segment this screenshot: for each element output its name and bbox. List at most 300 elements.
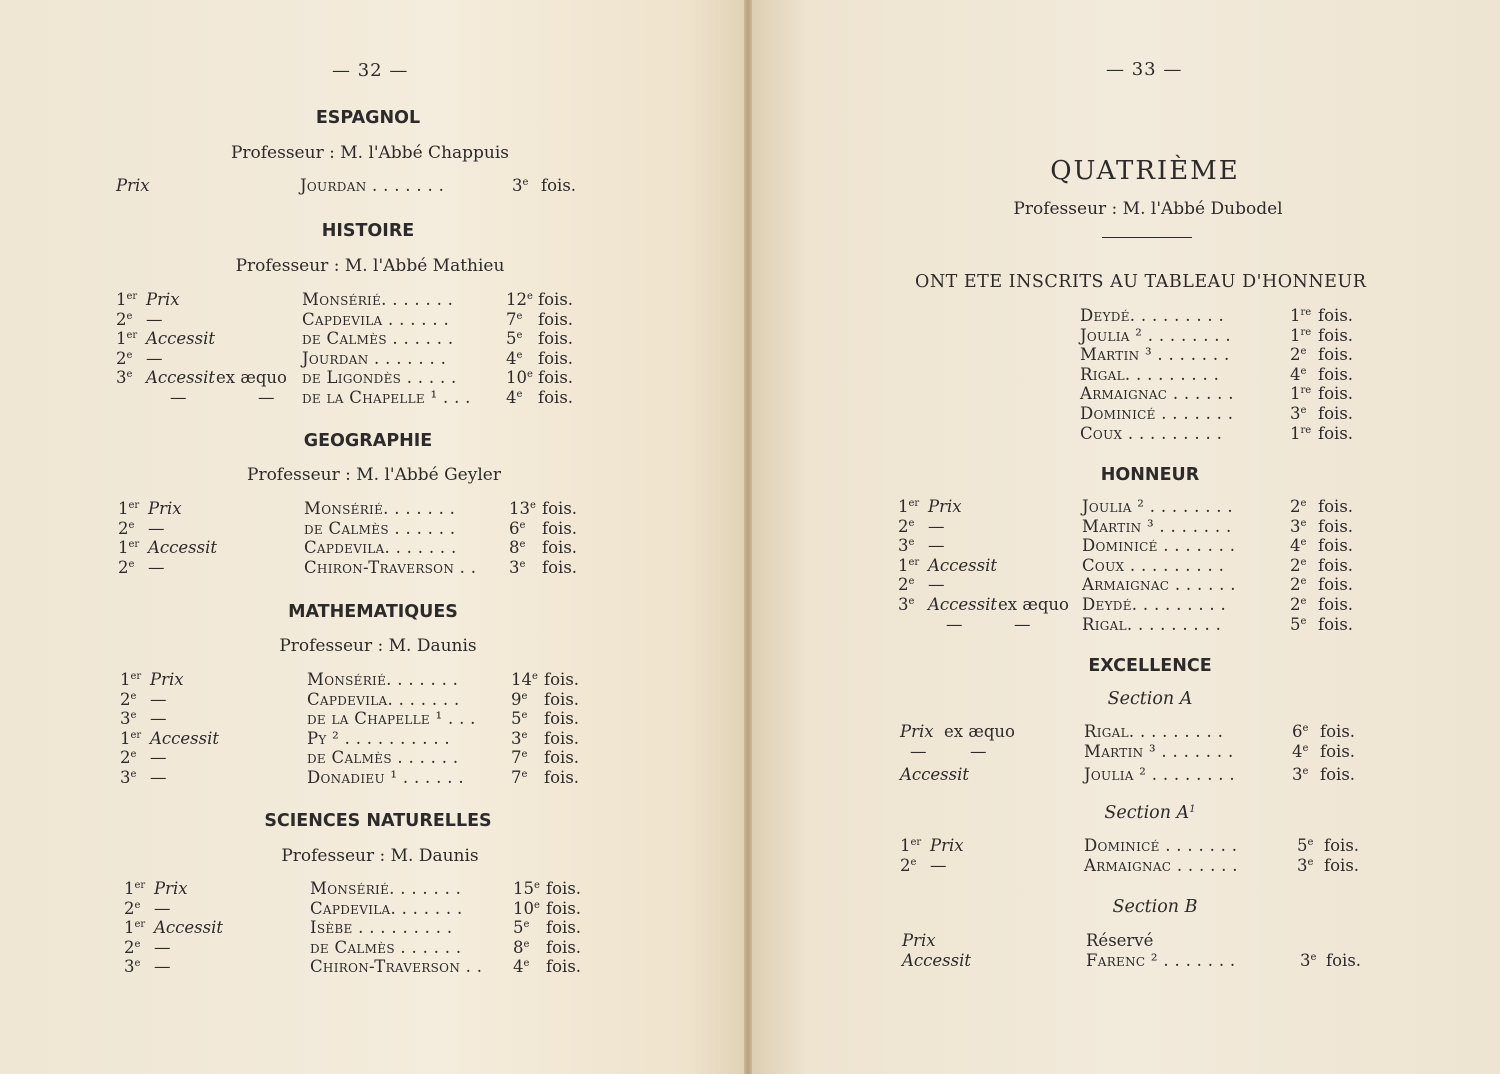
- times-count: [1292, 765, 1308, 784]
- rank-suffix: er: [128, 500, 140, 511]
- award-row: [1080, 345, 1380, 365]
- rank: [898, 536, 914, 555]
- award-row: [1080, 326, 1380, 346]
- student-name: Py ² . . . . . . . . . .: [307, 728, 450, 748]
- rank-suffix: er: [134, 919, 146, 931]
- times-number: 8: [513, 937, 524, 957]
- student-name: Armaignac . . . . . .: [1084, 855, 1238, 875]
- rank-number: 2: [118, 557, 129, 577]
- award-label: —: [154, 957, 171, 977]
- student-name: Coux . . . . . . . . .: [1080, 423, 1223, 443]
- times-word: fois.: [541, 176, 577, 195]
- times-word: fois.: [546, 898, 582, 918]
- times-word: fois.: [1320, 765, 1356, 785]
- times-word: fois.: [546, 957, 582, 977]
- student-name: de Ligondès . . . . .: [302, 368, 457, 388]
- times-suffix: e: [1300, 346, 1307, 358]
- rank: [120, 768, 136, 787]
- rank: [120, 690, 136, 709]
- rank-suffix: er: [134, 880, 146, 891]
- times-suffix: e: [532, 671, 538, 682]
- rank-number: 1: [116, 329, 127, 349]
- times-word: fois.: [544, 670, 580, 689]
- award-label: —: [154, 937, 171, 957]
- times-word: fois.: [546, 937, 582, 957]
- times-number: 6: [1292, 722, 1303, 741]
- rank: [118, 499, 139, 518]
- award-row: [116, 349, 596, 369]
- section-title-espagnol: ESPAGNOL: [315, 108, 421, 128]
- rank-number: —: [170, 387, 187, 407]
- times-number: 2: [1290, 345, 1301, 365]
- award-row: [900, 836, 1380, 856]
- award-row: [118, 499, 598, 519]
- student-name: Capdevila . . . . . .: [302, 309, 450, 329]
- award-row: [900, 765, 1380, 785]
- rank-suffix: e: [908, 537, 915, 549]
- award-list-geographie: [118, 499, 598, 577]
- subsection-title-a: [1050, 689, 1250, 709]
- student-name: Joulia ² . . . . . . . .: [1080, 325, 1231, 345]
- book-gutter: [744, 0, 752, 1074]
- student-name: Réservé: [1086, 931, 1154, 950]
- student-name: Chiron-Traverson . .: [310, 957, 483, 977]
- rank-number: 2: [898, 516, 909, 536]
- times-suffix: e: [521, 749, 528, 761]
- rank-number: 2: [898, 575, 909, 595]
- times-suffix: e: [519, 519, 526, 531]
- times-suffix: e: [1300, 576, 1307, 588]
- award-label: —: [148, 557, 165, 577]
- times-suffix: e: [523, 958, 530, 970]
- student-name: Rigal. . . . . . . . .: [1084, 722, 1224, 741]
- award-label: Prix: [148, 499, 182, 518]
- student-name: Coux . . . . . . . . .: [1082, 555, 1225, 575]
- times-word: fois.: [1324, 855, 1360, 875]
- times-number: 4: [1292, 741, 1303, 761]
- times-number: 1: [1290, 306, 1301, 325]
- rank-number: 2: [116, 348, 127, 368]
- times-word: fois.: [544, 728, 580, 748]
- award-qualifier: ex æquo: [216, 368, 287, 388]
- student-name: Monsérié. . . . . . .: [302, 290, 454, 309]
- times-count: [506, 388, 522, 407]
- rank-number: 2: [124, 898, 135, 918]
- times-word: fois.: [546, 879, 582, 898]
- times-number: 2: [1290, 555, 1301, 575]
- times-suffix: e: [534, 880, 540, 891]
- rank-suffix: er: [126, 291, 138, 302]
- times-suffix: e: [1302, 766, 1309, 778]
- award-row: [900, 722, 1380, 742]
- rank: [120, 670, 141, 689]
- award-label: Prix: [930, 836, 964, 855]
- times-number: 3: [1297, 855, 1308, 875]
- student-name: Isèbe . . . . . . . . .: [310, 918, 453, 938]
- award-list-mathematiques: [120, 670, 600, 788]
- times-suffix: e: [519, 539, 526, 551]
- times-word: fois.: [1318, 423, 1354, 443]
- rank-number: 1: [898, 555, 909, 575]
- rank-number: 3: [898, 536, 909, 556]
- times-number: 1: [1290, 384, 1301, 404]
- rank-number: 2: [118, 518, 129, 538]
- times-word: fois.: [538, 329, 574, 349]
- times-count: [513, 938, 529, 957]
- times-word: fois.: [538, 290, 574, 309]
- award-label: Accessit: [154, 918, 224, 938]
- times-number: 5: [513, 918, 524, 938]
- student-name: de Calmès . . . . . .: [307, 748, 459, 768]
- times-suffix: e: [1300, 517, 1307, 529]
- honor-roll-title: ONT ETE INSCRITS AU TABLEAU D'HONNEUR: [915, 272, 1367, 292]
- rank: [116, 310, 132, 329]
- rank-suffix: e: [910, 856, 917, 868]
- times-word: fois.: [542, 518, 578, 538]
- award-row: [116, 329, 596, 349]
- times-count: [1290, 575, 1306, 594]
- times-word: fois.: [1318, 345, 1354, 365]
- right-page-number: — 33 —: [1106, 59, 1183, 80]
- rank-number: 3: [124, 957, 135, 977]
- section-title-excellence: EXCELLENCE: [1088, 656, 1212, 676]
- section-professor-mathematiques: Professeur : M. Daunis: [279, 636, 477, 656]
- award-label: Accessit: [928, 555, 998, 575]
- times-count: [513, 957, 529, 976]
- times-count: [509, 519, 525, 538]
- rank-number: 1: [898, 497, 909, 516]
- award-label: Prix: [146, 290, 180, 309]
- rank: [170, 388, 187, 407]
- rank: [116, 349, 132, 368]
- times-word: fois.: [544, 689, 580, 709]
- student-name: Donadieu ¹ . . . . . .: [307, 767, 464, 787]
- times-word: fois.: [1326, 950, 1362, 970]
- section-title-histoire: HISTOIRE: [321, 221, 415, 241]
- times-count: [509, 499, 536, 518]
- award-row: [1080, 306, 1380, 326]
- award-row: [124, 918, 604, 938]
- times-word: fois.: [1318, 497, 1354, 516]
- times-word: fois.: [544, 748, 580, 768]
- times-number: 4: [506, 387, 517, 407]
- rank-suffix: er: [908, 498, 920, 509]
- rank-number: —: [946, 614, 963, 634]
- rank: [900, 836, 921, 855]
- rank-suffix: e: [126, 349, 133, 361]
- times-word: fois.: [1318, 575, 1354, 595]
- student-name: Armaignac . . . . . .: [1080, 384, 1234, 404]
- rank-number: 1: [900, 836, 911, 855]
- award-label: Accessit: [928, 594, 998, 614]
- award-label: —: [1014, 614, 1031, 634]
- award-list-section-a: [900, 722, 1380, 785]
- subsection-title-a1-text: Section A: [1104, 803, 1190, 823]
- award-label: Accessit: [902, 950, 972, 970]
- award-label: Accessit: [900, 765, 970, 785]
- times-count: [1290, 306, 1311, 325]
- subsection-title-a1-sup: 1: [1189, 804, 1196, 815]
- subsection-title-b-text: Section B: [1112, 897, 1198, 917]
- rank-suffix: e: [130, 749, 137, 761]
- rank-number: 1: [124, 879, 135, 898]
- rank-number: 1: [120, 728, 131, 748]
- times-count: [506, 329, 522, 348]
- times-word: fois.: [538, 368, 574, 388]
- award-label: Prix: [150, 670, 184, 689]
- times-count: [1290, 404, 1306, 423]
- times-count: [506, 349, 522, 368]
- rank-suffix: e: [126, 369, 133, 381]
- section-professor-sciences-naturelles: Professeur : M. Daunis: [281, 846, 479, 866]
- times-suffix: e: [516, 330, 523, 342]
- award-row: [898, 497, 1378, 517]
- times-suffix: e: [516, 388, 523, 400]
- student-name: Capdevila. . . . . . .: [307, 689, 460, 709]
- times-number: 5: [511, 709, 522, 729]
- honor-roll-list: [1080, 306, 1380, 443]
- times-number: 6: [509, 518, 520, 538]
- rank-suffix: e: [128, 558, 135, 570]
- times-suffix: e: [1300, 404, 1307, 416]
- award-row: [120, 748, 600, 768]
- student-name: Joulia ² . . . . . . . .: [1082, 497, 1233, 516]
- subsection-title-a1: [1050, 803, 1250, 823]
- times-suffix: re: [1300, 424, 1312, 436]
- student-name: Dominicé . . . . . . .: [1084, 836, 1238, 855]
- award-label: —: [146, 348, 163, 368]
- times-word: fois.: [1318, 614, 1354, 634]
- award-label: —: [928, 575, 945, 595]
- rank: [118, 519, 134, 538]
- subsection-title-b: [1055, 897, 1255, 917]
- student-name: Jourdan . . . . . . .: [302, 348, 447, 368]
- times-number: 3: [1300, 950, 1311, 970]
- times-count: [506, 290, 533, 309]
- times-count: [1290, 384, 1311, 403]
- divider-rule: [1102, 237, 1192, 238]
- times-number: 15: [513, 879, 534, 898]
- rank: [120, 748, 136, 767]
- times-word: fois.: [1320, 722, 1356, 741]
- times-number: 13: [509, 499, 530, 518]
- left-page-number: — 32 —: [332, 60, 409, 81]
- rank-number: 3: [120, 767, 131, 787]
- times-count: [1290, 365, 1306, 384]
- times-number: 3: [1290, 403, 1301, 423]
- times-number: 2: [1290, 497, 1301, 516]
- award-row: [120, 690, 600, 710]
- award-row: [116, 368, 596, 388]
- student-name: de Calmès . . . . . .: [310, 937, 462, 957]
- award-row: [116, 388, 596, 408]
- times-number: 5: [1290, 614, 1301, 634]
- award-label: Prix: [928, 497, 962, 516]
- award-label: Accessit: [146, 329, 216, 349]
- rank: [124, 957, 140, 976]
- rank-number: 1: [124, 918, 135, 938]
- award-row: [116, 290, 596, 310]
- award-list-espagnol: [116, 176, 596, 196]
- rank-number: 3: [120, 709, 131, 729]
- times-word: fois.: [1318, 516, 1354, 536]
- award-row: [118, 558, 598, 578]
- times-suffix: e: [523, 919, 530, 931]
- times-number: 14: [511, 670, 532, 689]
- times-word: fois.: [1318, 325, 1354, 345]
- student-name: de la Chapelle ¹ . . .: [307, 709, 476, 729]
- award-qualifier: ex æquo: [998, 594, 1069, 614]
- times-count: [1290, 595, 1306, 614]
- times-number: 7: [511, 767, 522, 787]
- times-count: [511, 670, 538, 689]
- student-name: Capdevila. . . . . . .: [310, 898, 463, 918]
- times-suffix: e: [521, 690, 528, 702]
- times-number: 3: [1290, 516, 1301, 536]
- award-row: [900, 742, 1380, 762]
- times-suffix: e: [1300, 615, 1307, 627]
- award-row: [124, 957, 604, 977]
- times-number: 2: [1290, 575, 1301, 595]
- award-label: —: [910, 741, 927, 761]
- award-row: [120, 768, 600, 788]
- student-name: Monsérié. . . . . . .: [310, 879, 462, 898]
- rank-suffix: e: [134, 958, 141, 970]
- rank-suffix: er: [130, 671, 142, 682]
- rank: [946, 615, 963, 634]
- times-number: 5: [1297, 836, 1308, 855]
- rank: [124, 938, 140, 957]
- award-qualifier: ex æquo: [944, 722, 1015, 741]
- times-word: fois.: [538, 309, 574, 329]
- times-suffix: e: [1300, 556, 1307, 568]
- rank: [118, 538, 139, 557]
- times-count: [509, 538, 525, 557]
- times-suffix: e: [521, 768, 528, 780]
- award-row: [124, 938, 604, 958]
- rank-number: 1: [116, 290, 127, 309]
- award-label: —: [150, 748, 167, 768]
- times-suffix: re: [1300, 326, 1312, 338]
- award-row: [118, 519, 598, 539]
- times-count: [1290, 497, 1306, 516]
- times-number: 8: [509, 538, 520, 558]
- rank-number: 3: [898, 594, 909, 614]
- student-name: Joulia ² . . . . . . . .: [1084, 765, 1235, 785]
- award-label: —: [146, 309, 163, 329]
- award-row: [1080, 384, 1380, 404]
- award-label: Accessit: [148, 538, 218, 558]
- award-row: [124, 899, 604, 919]
- award-list-section-a1: [900, 836, 1380, 875]
- award-list-histoire: [116, 290, 596, 408]
- student-name: Monsérié. . . . . . .: [307, 670, 459, 689]
- times-suffix: e: [530, 500, 536, 511]
- times-word: fois.: [1324, 836, 1360, 855]
- rank-suffix: e: [134, 938, 141, 950]
- times-word: fois.: [1318, 403, 1354, 423]
- rank-number: 1: [118, 499, 129, 518]
- rank-number: 2: [124, 937, 135, 957]
- times-suffix: e: [523, 938, 530, 950]
- times-count: [509, 558, 525, 577]
- rank: [898, 556, 919, 575]
- rank-suffix: e: [128, 519, 135, 531]
- times-number: 7: [511, 748, 522, 768]
- award-row: [1080, 404, 1380, 424]
- award-row: [120, 709, 600, 729]
- times-number: 3: [509, 557, 520, 577]
- times-count: [513, 899, 540, 918]
- times-number: 4: [1290, 364, 1301, 384]
- times-count: [511, 729, 527, 748]
- times-word: fois.: [1318, 594, 1354, 614]
- times-word: fois.: [1318, 536, 1354, 556]
- award-label: Accessit: [146, 368, 216, 388]
- times-number: 4: [1290, 536, 1301, 556]
- rank: [116, 329, 137, 348]
- award-list-section-b: [902, 931, 1382, 970]
- student-name: Deydé. . . . . . . . .: [1080, 306, 1225, 325]
- times-count: [506, 368, 533, 387]
- rank-suffix: er: [910, 837, 922, 848]
- rank-number: 1: [118, 538, 129, 558]
- award-row: [120, 670, 600, 690]
- times-word: fois.: [1320, 741, 1356, 761]
- times-suffix: e: [516, 310, 523, 322]
- times-suffix: e: [1302, 723, 1309, 734]
- student-name: Farenc ² . . . . . . .: [1086, 950, 1236, 970]
- award-row: [118, 538, 598, 558]
- times-count: [1290, 615, 1306, 634]
- times-word: fois.: [1318, 384, 1354, 404]
- times-word: fois.: [1318, 364, 1354, 384]
- times-suffix: e: [1307, 856, 1314, 868]
- student-name: Martin ³ . . . . . . .: [1082, 516, 1232, 536]
- times-suffix: re: [1300, 307, 1312, 318]
- times-number: 10: [513, 898, 534, 918]
- times-count: [511, 748, 527, 767]
- times-word: fois.: [1318, 555, 1354, 575]
- rank: [898, 517, 914, 536]
- rank: [898, 595, 914, 614]
- student-name: Monsérié. . . . . . .: [304, 499, 456, 518]
- times-count: [1290, 556, 1306, 575]
- award-row: [1080, 424, 1380, 444]
- times-suffix: e: [534, 899, 540, 911]
- times-number: 5: [506, 329, 517, 349]
- award-row: [898, 536, 1378, 556]
- times-number: 9: [511, 689, 522, 709]
- rank: [120, 729, 141, 748]
- student-name: Dominicé . . . . . . .: [1080, 403, 1234, 423]
- section-title-honneur: HONNEUR: [1100, 465, 1200, 485]
- times-suffix: e: [521, 729, 528, 741]
- award-row: [898, 556, 1378, 576]
- rank: [120, 709, 136, 728]
- rank-suffix: er: [126, 330, 138, 342]
- award-label: —: [148, 518, 165, 538]
- times-suffix: e: [521, 710, 528, 722]
- times-word: fois.: [538, 387, 574, 407]
- times-count: [506, 310, 522, 329]
- award-label: —: [928, 536, 945, 556]
- times-suffix: e: [527, 369, 533, 381]
- award-row: [116, 310, 596, 330]
- times-suffix: e: [1310, 951, 1317, 963]
- award-label: Prix: [900, 722, 934, 741]
- rank-suffix: e: [908, 517, 915, 529]
